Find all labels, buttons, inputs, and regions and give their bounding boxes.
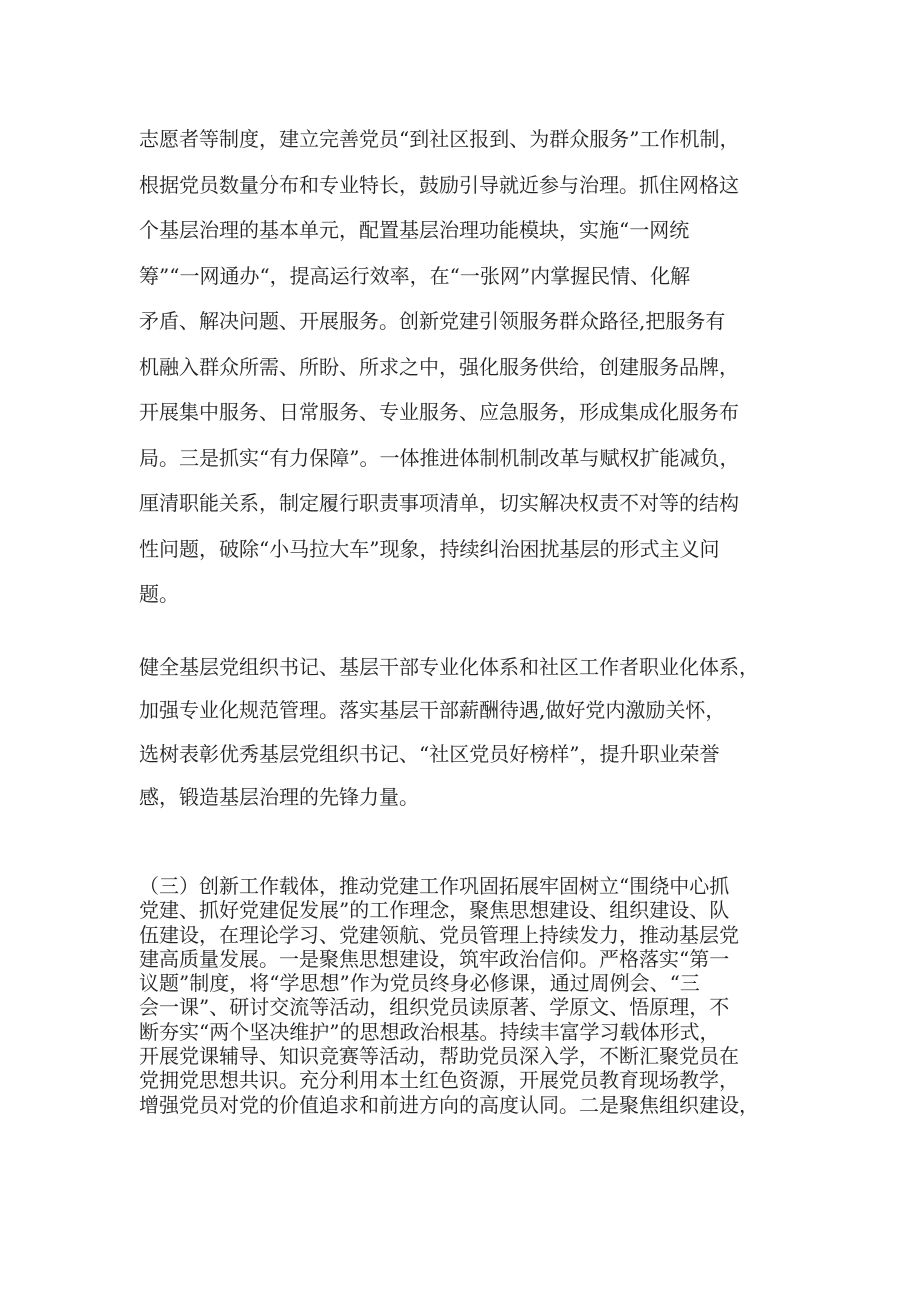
text-line: 感，锻造基层治理的先锋力量。 <box>139 784 419 809</box>
text-line: 局。三是抓实“有力保障”。一体推进体制机制改革与赋权扩能减负， <box>139 445 740 470</box>
text-line: 个基层治理的基本单元，配置基层治理功能模块，实施“一网统 <box>139 218 690 242</box>
paragraph-section-three <box>139 874 789 1117</box>
text-line: 题。 <box>139 582 179 606</box>
text-line: 根据党员数量分布和专业特长，鼓励引导就近参与治理。抓住网格这 <box>139 172 739 197</box>
text-line: 断夯实“两个坚决维护”的思想政治根基。持续丰富学习载体形式， <box>139 1019 720 1044</box>
text-line: 矛盾、解决问题、开展服务。创新党建引领服务群众路径,把服务有 <box>139 309 726 333</box>
text-line: （三）创新工作载体，推动党建工作巩固拓展牢固树立“围绕中心抓 <box>139 874 730 898</box>
text-line: 性问题，破除“小马拉大车”现象，持续纠治困扰基层的形式主义问 <box>139 536 720 561</box>
text-line: 厘清职能关系，制定履行职责事项清单，切实解决权责不对等的结构 <box>139 491 739 515</box>
text-line: 开展集中服务、日常服务、专业服务、应急服务，形成集成化服务布 <box>139 400 739 424</box>
text-line: 加强专业化规范管理。落实基层干部薪酬待遇,做好党内激励关怀， <box>139 698 726 723</box>
text-line: 党拥党思想共识。充分利用本土红色资源，开展党员教育现场教学， <box>139 1068 739 1093</box>
text-line: 党建、抓好党建促发展”的工作理念，聚焦思想建设、组织建设、队 <box>139 898 730 923</box>
text-line: 筹”“一网通办“，提高运行效率，在“一张网”内掌握民情、化解 <box>139 263 691 288</box>
text-line: 选树表彰优秀基层党组织书记、“社区党员好榜样”，提升职业荣誉 <box>139 741 720 766</box>
text-line: 机融入群众所需、所盼、所求之中，强化服务供给，创建服务品牌， <box>139 354 739 379</box>
text-line: 开展党课辅导、知识竞赛等活动，帮助党员深入学，不断汇聚党员在 <box>139 1044 739 1069</box>
text-line: 建高质量发展。一是聚焦思想建设，筑牢政治信仰。严格落实“第一 <box>139 946 730 971</box>
paragraph-service-and-guarantee <box>139 124 789 625</box>
text-line: 会一课”、研讨交流等活动，组织党员读原著、学原文、悟原理，不 <box>139 995 730 1020</box>
text-line: 伍建设，在理论学习、党建领航、党员管理上持续发力，推动基层党 <box>139 922 739 947</box>
paragraph-cadre-system <box>139 652 789 825</box>
text-line: 增强党员对党的价值追求和前进方向的高度认同。二是聚焦组织建设， <box>139 1092 759 1117</box>
text-line: 议题”制度，将“学思想”作为党员终身必修课，通过周例会、“三 <box>139 971 700 996</box>
text-line: 志愿者等制度，建立完善党员“到社区报到、为群众服务”工作机制， <box>139 127 740 151</box>
text-line: 健全基层党组织书记、基层干部专业化体系和社区工作者职业化体系， <box>139 655 759 679</box>
